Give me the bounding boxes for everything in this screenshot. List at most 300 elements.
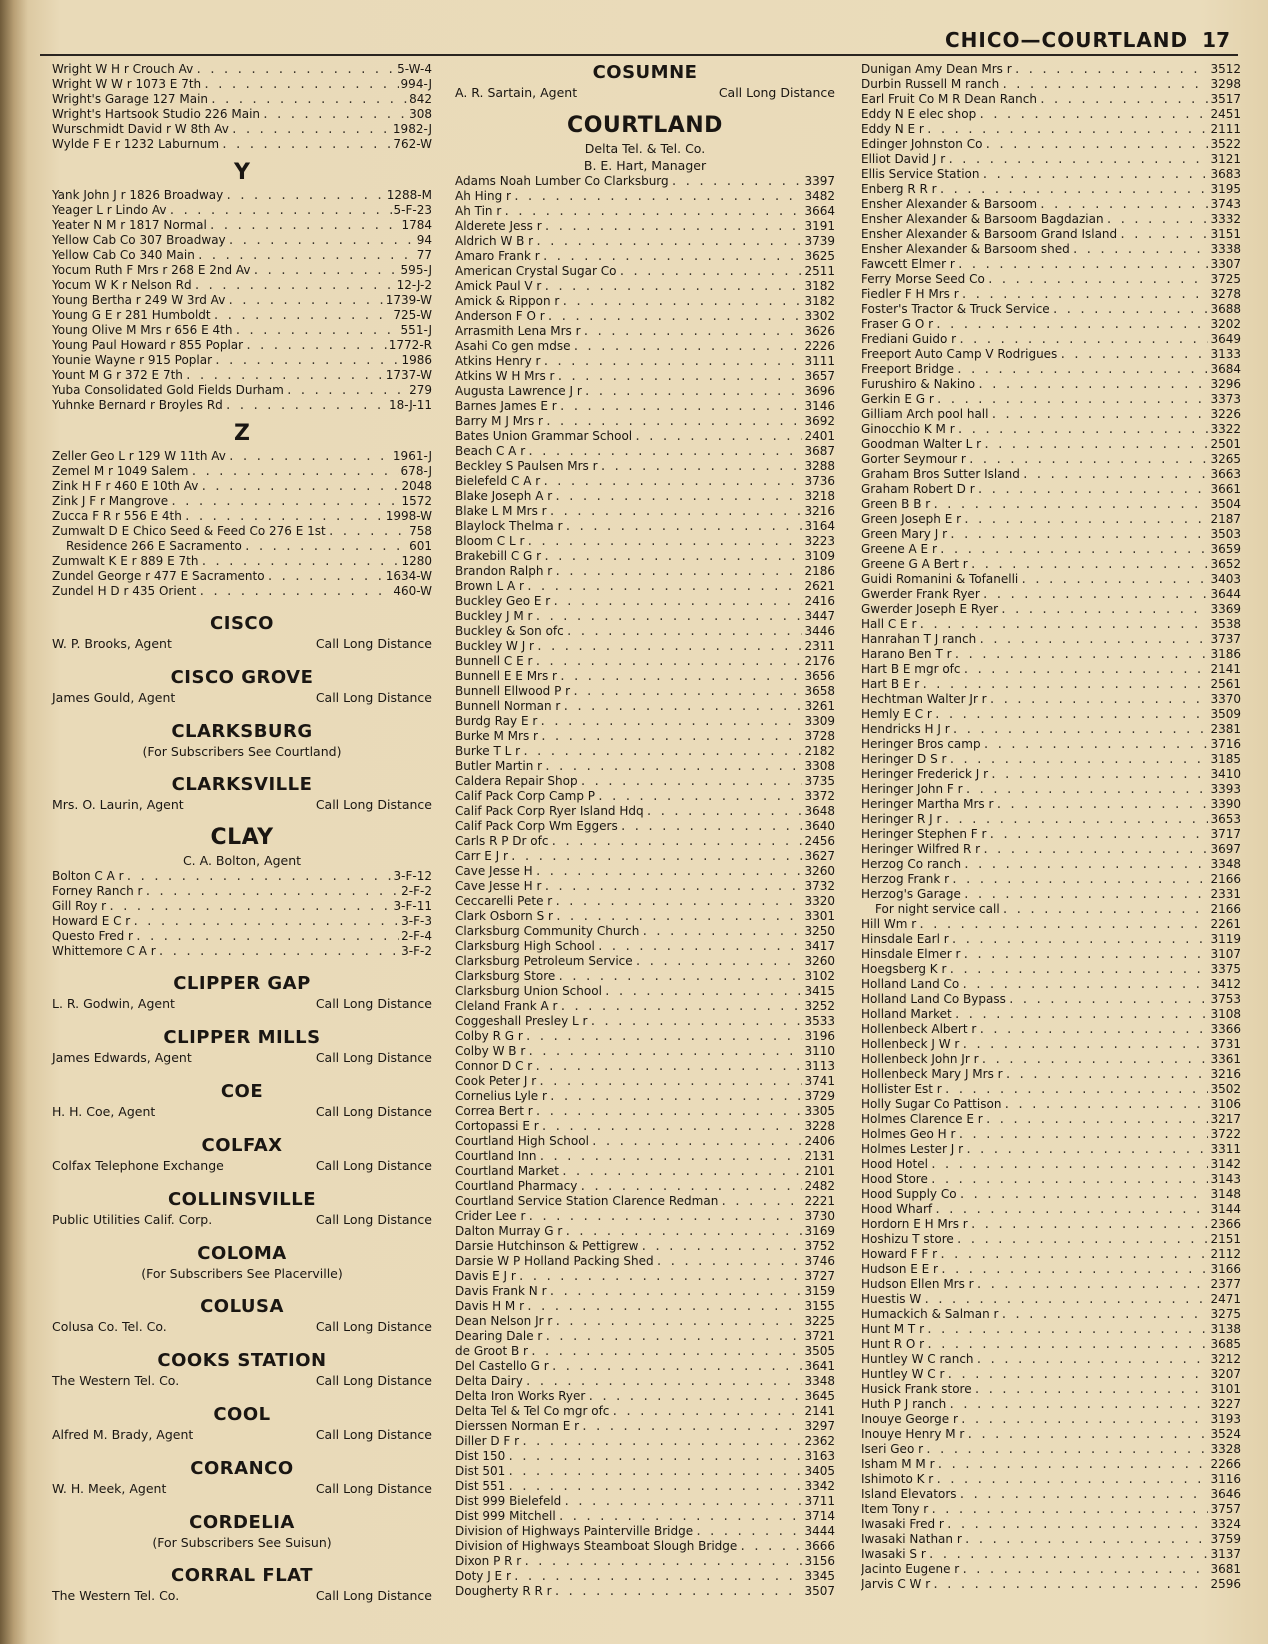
listing-name: Cook Peter J r bbox=[455, 1074, 537, 1088]
listing-phone: 1739-W bbox=[385, 293, 432, 307]
listing-phone: 3507 bbox=[804, 1584, 835, 1598]
listing-name: Brakebill C G r bbox=[455, 549, 542, 563]
listing-phone: 2226 bbox=[804, 339, 835, 353]
listing-name: Wylde F E r 1232 Laburnum bbox=[52, 137, 220, 151]
listing-phone: 2331 bbox=[1210, 887, 1241, 901]
listing-row bbox=[455, 414, 835, 429]
listing-row bbox=[455, 189, 835, 204]
leader-dots bbox=[587, 1389, 802, 1404]
listing-row bbox=[861, 317, 1241, 332]
leader-dots bbox=[559, 669, 802, 684]
leader-dots bbox=[1022, 467, 1209, 482]
listing-phone: 3338 bbox=[1210, 242, 1241, 256]
listing-row bbox=[861, 947, 1241, 962]
listing-name: Bielefeld C A r bbox=[455, 474, 541, 488]
listing-row bbox=[52, 77, 432, 92]
listing-name: Amick Paul V r bbox=[455, 279, 542, 293]
listing-name: Husick Frank store bbox=[861, 1382, 972, 1396]
town-name: CLIPPER MILLS bbox=[163, 1027, 321, 1048]
listing-name: Hollenbeck Albert r bbox=[861, 1022, 977, 1036]
listing-row bbox=[455, 684, 835, 699]
listing-name: Hoshizu T store bbox=[861, 1232, 954, 1246]
listing-name: Asahi Co gen mdse bbox=[455, 339, 571, 353]
listing-phone: 3721 bbox=[804, 1329, 835, 1343]
town-call-note: Call Long Distance bbox=[315, 1588, 432, 1603]
leader-dots bbox=[552, 594, 802, 609]
listing-name: Humackich & Salman r bbox=[861, 1307, 999, 1321]
listing-name: Eddy N E r bbox=[861, 122, 924, 136]
listing-row bbox=[455, 864, 835, 879]
town-call-note: Call Long Distance bbox=[315, 996, 432, 1011]
listing-row bbox=[455, 279, 835, 294]
leader-dots bbox=[985, 1112, 1209, 1127]
listing-phone: 2381 bbox=[1210, 722, 1241, 736]
listing-phone: 3649 bbox=[1210, 332, 1241, 346]
listing-row bbox=[861, 392, 1241, 407]
listing-name: Dunigan Amy Dean Mrs r bbox=[861, 62, 1012, 76]
listing-row bbox=[455, 1464, 835, 1479]
listing-phone: 3332 bbox=[1210, 212, 1241, 226]
listing-row bbox=[455, 1569, 835, 1584]
listing-name: Dist 551 bbox=[455, 1479, 506, 1493]
town-block bbox=[52, 613, 432, 653]
leader-dots bbox=[168, 203, 391, 218]
leader-dots bbox=[534, 654, 802, 669]
town-call-note: Call Long Distance bbox=[315, 1212, 432, 1227]
leader-dots bbox=[521, 1434, 802, 1449]
listing-name: Courtland Pharmacy bbox=[455, 1179, 578, 1193]
listing-phone: 3348 bbox=[804, 1374, 835, 1388]
listing-phone: 3658 bbox=[804, 684, 835, 698]
listing-row bbox=[455, 1194, 835, 1209]
page-number: 17 bbox=[1202, 28, 1230, 52]
town-agent: A. R. Sartain, Agent bbox=[455, 85, 578, 100]
leader-dots bbox=[527, 1044, 802, 1059]
listing-row bbox=[861, 497, 1241, 512]
listing-phone: 3512 bbox=[1210, 62, 1241, 76]
listing-name: Calif Pack Corp Camp P bbox=[455, 789, 596, 803]
listing-row bbox=[861, 827, 1241, 842]
listing-name: Ensher Alexander & Barsoom Grand Island bbox=[861, 227, 1118, 241]
listing-name: For night service call bbox=[875, 902, 1000, 916]
listing-row bbox=[455, 1584, 835, 1599]
listing-name: Huntley W C r bbox=[861, 1367, 945, 1381]
listing-phone: 842 bbox=[409, 92, 432, 106]
leader-dots bbox=[203, 77, 398, 92]
town-block bbox=[52, 1189, 432, 1229]
listing-phone: 3111 bbox=[804, 354, 835, 368]
listing-row bbox=[455, 1359, 835, 1374]
leader-dots bbox=[244, 539, 407, 554]
leader-dots bbox=[542, 474, 802, 489]
listing-name: Dist 999 Bielefeld bbox=[455, 1494, 562, 1508]
listing-phone: 2-F-2 bbox=[401, 884, 432, 898]
listing-row bbox=[455, 1254, 835, 1269]
listing-row bbox=[455, 519, 835, 534]
listing-phone: 3169 bbox=[804, 1224, 835, 1238]
town-agent-line bbox=[52, 796, 432, 814]
listing-row bbox=[861, 1172, 1241, 1187]
listing-name: Beach C A r bbox=[455, 444, 526, 458]
listing-name: Bates Union Grammar School bbox=[455, 429, 633, 443]
listing-name: Zemel M r 1049 Salem bbox=[52, 464, 189, 478]
listing-phone: 3151 bbox=[1210, 227, 1241, 241]
leader-dots bbox=[581, 1419, 802, 1434]
listing-phone: 2141 bbox=[804, 1404, 835, 1418]
section-letter-z: Z bbox=[234, 421, 250, 446]
listing-phone: 3640 bbox=[804, 819, 835, 833]
listing-phone: 3156 bbox=[804, 1554, 835, 1568]
leader-dots bbox=[525, 1029, 803, 1044]
listing-name: Wright's Hartsook Studio 226 Main bbox=[52, 107, 261, 121]
listing-phone: 3648 bbox=[804, 804, 835, 818]
listing-phone: 3714 bbox=[804, 1509, 835, 1523]
listing-row bbox=[455, 744, 835, 759]
leader-dots bbox=[1052, 302, 1209, 317]
listing-phone: 1998-W bbox=[385, 509, 432, 523]
listing-phone: 3133 bbox=[1210, 347, 1241, 361]
town-agent: W. H. Meek, Agent bbox=[52, 1481, 167, 1496]
listing-row bbox=[455, 1404, 835, 1419]
listing-row bbox=[455, 1389, 835, 1404]
listing-row bbox=[861, 902, 1241, 917]
listing-name: Clarksburg Petroleum Service bbox=[455, 954, 633, 968]
listing-phone: 3216 bbox=[1210, 1067, 1241, 1081]
listing-name: Cave Jesse H bbox=[455, 864, 533, 878]
listing-group-w bbox=[52, 62, 432, 152]
listing-phone: 3-F-11 bbox=[393, 899, 432, 913]
leader-dots bbox=[525, 1374, 803, 1389]
listing-phone: 3212 bbox=[1210, 1352, 1241, 1366]
listing-name: Gorter Seymour r bbox=[861, 452, 966, 466]
listing-phone: 2511 bbox=[804, 264, 835, 278]
town-name: COOL bbox=[213, 1404, 271, 1425]
listing-name: Hudson E E r bbox=[861, 1262, 938, 1276]
listing-name: Hunt M T r bbox=[861, 1322, 924, 1336]
listing-name: Greene G A Bert r bbox=[861, 557, 968, 571]
leader-dots bbox=[231, 122, 391, 137]
town-name: CLARKSVILLE bbox=[171, 774, 313, 795]
leader-dots bbox=[656, 1254, 803, 1269]
listing-row bbox=[52, 869, 432, 884]
listing-phone: 3505 bbox=[804, 1344, 835, 1358]
leader-dots bbox=[1072, 242, 1209, 257]
listing-phone: 3328 bbox=[1210, 1442, 1241, 1456]
listing-name: Herzog Frank r bbox=[861, 872, 950, 886]
leader-dots bbox=[286, 383, 407, 398]
listing-name: Correa Bert r bbox=[455, 1104, 533, 1118]
listing-row bbox=[455, 174, 835, 189]
town-call-note: Call Long Distance bbox=[315, 1050, 432, 1065]
listing-row bbox=[455, 1089, 835, 1104]
listing-phone: 3644 bbox=[1210, 587, 1241, 601]
listing-name: Hoegsberg K r bbox=[861, 962, 947, 976]
leader-dots bbox=[554, 1584, 803, 1599]
listing-phone: 3741 bbox=[804, 1074, 835, 1088]
listing-phone: 3322 bbox=[1210, 422, 1241, 436]
listing-phone: 3191 bbox=[804, 219, 835, 233]
listing-name: Eddy N E elec shop bbox=[861, 107, 977, 121]
listing-row bbox=[861, 1442, 1241, 1457]
listing-group-y bbox=[52, 188, 432, 413]
listing-row bbox=[455, 714, 835, 729]
leader-dots bbox=[210, 92, 407, 107]
leader-dots bbox=[547, 309, 803, 324]
listing-phone: 3146 bbox=[804, 399, 835, 413]
listing-name: de Groot B r bbox=[455, 1344, 528, 1358]
listing-phone: 551-J bbox=[400, 323, 432, 337]
leader-dots bbox=[944, 1082, 1209, 1097]
listing-name: Hall C E r bbox=[861, 617, 917, 631]
leader-dots bbox=[549, 504, 803, 519]
listing-row bbox=[52, 323, 432, 338]
listing-name: Huntley W C ranch bbox=[861, 1352, 974, 1366]
listing-phone: 2621 bbox=[804, 579, 835, 593]
listing-row bbox=[455, 1044, 835, 1059]
listing-phone: 3348 bbox=[1210, 857, 1241, 871]
listing-name: Holland Land Co bbox=[861, 977, 960, 991]
listing-row bbox=[52, 479, 432, 494]
listing-row bbox=[52, 248, 432, 263]
listing-phone: 3166 bbox=[1210, 1262, 1241, 1276]
listing-phone: 3681 bbox=[1210, 1562, 1241, 1576]
listing-phone: 2101 bbox=[804, 1164, 835, 1178]
listing-phone: 2416 bbox=[804, 594, 835, 608]
listing-phone: 94 bbox=[416, 233, 432, 247]
leader-dots bbox=[949, 527, 1208, 542]
listing-row bbox=[861, 452, 1241, 467]
leader-dots bbox=[961, 287, 1209, 302]
listing-row bbox=[455, 819, 835, 834]
listing-row bbox=[861, 1157, 1241, 1172]
listing-phone: 3735 bbox=[804, 774, 835, 788]
leader-dots bbox=[620, 819, 803, 834]
listing-row bbox=[861, 1037, 1241, 1052]
leader-dots bbox=[635, 954, 803, 969]
listing-row bbox=[455, 1224, 835, 1239]
listing-phone: 3403 bbox=[1210, 572, 1241, 586]
leader-dots bbox=[600, 459, 803, 474]
listing-row bbox=[455, 654, 835, 669]
listing-name: Yeater N M r 1817 Normal bbox=[52, 218, 207, 232]
listing-row bbox=[455, 879, 835, 894]
listing-name: Dearing Dale r bbox=[455, 1329, 543, 1343]
leader-dots bbox=[976, 1277, 1209, 1292]
listing-name: Dean Nelson Jr r bbox=[455, 1314, 553, 1328]
page-header bbox=[40, 28, 1238, 56]
listing-name: Buckley J M r bbox=[455, 609, 533, 623]
listing-phone: 3444 bbox=[804, 1524, 835, 1538]
listing-name: Clark Osborn S r bbox=[455, 909, 553, 923]
listing-row bbox=[52, 122, 432, 137]
listing-phone: 2-F-4 bbox=[401, 929, 432, 943]
listing-name: Ceccarelli Pete r bbox=[455, 894, 553, 908]
listing-row bbox=[52, 383, 432, 398]
town-name: CORANCO bbox=[190, 1458, 294, 1479]
listing-name: Holmes Clarence E r bbox=[861, 1112, 983, 1126]
leader-dots bbox=[943, 812, 1208, 827]
leader-dots bbox=[200, 479, 399, 494]
listing-name: Zeller Geo L r 129 W 11th Av bbox=[52, 449, 226, 463]
town-call-note: Call Long Distance bbox=[315, 1427, 432, 1442]
listing-phone: 2048 bbox=[401, 479, 432, 493]
leader-dots bbox=[618, 264, 802, 279]
listing-row bbox=[861, 152, 1241, 167]
listing-phone: 3-F-12 bbox=[393, 869, 432, 883]
listing-row bbox=[861, 992, 1241, 1007]
listing-row bbox=[455, 369, 835, 384]
town-name: COURTLAND bbox=[567, 113, 723, 138]
listing-row bbox=[455, 909, 835, 924]
listing-row bbox=[861, 1457, 1241, 1472]
listing-name: Guidi Romanini & Tofanelli bbox=[861, 572, 1019, 586]
listing-row bbox=[455, 1299, 835, 1314]
leader-dots bbox=[988, 827, 1208, 842]
listing-name: Courtland Market bbox=[455, 1164, 559, 1178]
leader-dots bbox=[918, 617, 1208, 632]
listing-phone: 3250 bbox=[804, 924, 835, 938]
listing-phone: 3664 bbox=[804, 204, 835, 218]
listing-phone: 3447 bbox=[804, 609, 835, 623]
listing-name: Blake Joseph A r bbox=[455, 489, 553, 503]
listing-row bbox=[455, 399, 835, 414]
listing-row bbox=[861, 1187, 1241, 1202]
listing-row bbox=[861, 977, 1241, 992]
leader-dots bbox=[640, 1239, 802, 1254]
listing-row bbox=[455, 459, 835, 474]
listing-row bbox=[455, 594, 835, 609]
leader-dots bbox=[1039, 92, 1209, 107]
leader-dots bbox=[966, 1427, 1208, 1442]
listing-row bbox=[861, 62, 1241, 77]
listing-row bbox=[861, 407, 1241, 422]
listing-phone: 1280 bbox=[401, 554, 432, 568]
listing-phone: 3148 bbox=[1210, 1187, 1241, 1201]
listing-name: Bunnell E E Mrs r bbox=[455, 669, 557, 683]
town-agent-line bbox=[52, 1426, 432, 1444]
leader-dots bbox=[527, 444, 802, 459]
listing-phone: 3361 bbox=[1210, 1052, 1241, 1066]
listing-phone: 3223 bbox=[804, 534, 835, 548]
town-agent: Colusa Co. Tel. Co. bbox=[52, 1319, 167, 1334]
listing-row bbox=[455, 729, 835, 744]
listing-row bbox=[861, 212, 1241, 227]
town-call-note: Call Long Distance bbox=[315, 690, 432, 705]
leader-dots bbox=[934, 707, 1209, 722]
listing-row bbox=[455, 984, 835, 999]
listing-row bbox=[861, 1397, 1241, 1412]
listing-row bbox=[455, 1104, 835, 1119]
listing-phone: 3757 bbox=[1210, 1502, 1241, 1516]
town-agent-line bbox=[455, 84, 835, 102]
listing-row bbox=[52, 464, 432, 479]
town-name: COLFAX bbox=[201, 1135, 283, 1156]
listing-phone: 3656 bbox=[804, 669, 835, 683]
listing-row bbox=[455, 294, 835, 309]
listing-phone: 762-W bbox=[393, 137, 432, 151]
leader-dots bbox=[926, 122, 1209, 137]
listing-row bbox=[861, 692, 1241, 707]
listing-phone: 3522 bbox=[1210, 137, 1241, 151]
leader-dots bbox=[1039, 197, 1208, 212]
leader-dots bbox=[507, 1449, 802, 1464]
listing-phone: 3113 bbox=[804, 1059, 835, 1073]
listing-row bbox=[455, 1314, 835, 1329]
listing-row bbox=[861, 347, 1241, 362]
listing-name: Hendricks H J r bbox=[861, 722, 950, 736]
town-name: COLOMA bbox=[197, 1243, 287, 1264]
listing-row bbox=[861, 542, 1241, 557]
town-block bbox=[52, 1296, 432, 1336]
leader-dots bbox=[990, 407, 1208, 422]
listing-phone: 3661 bbox=[1210, 482, 1241, 496]
listing-row bbox=[52, 338, 432, 353]
leader-dots bbox=[507, 1464, 802, 1479]
leader-dots bbox=[554, 1314, 802, 1329]
listing-name: Doty J E r bbox=[455, 1569, 511, 1583]
leader-dots bbox=[328, 524, 407, 539]
listing-phone: 3324 bbox=[1210, 1517, 1241, 1531]
listing-row bbox=[455, 894, 835, 909]
leader-dots bbox=[543, 549, 802, 564]
leader-dots bbox=[939, 542, 1209, 557]
listing-row bbox=[861, 857, 1241, 872]
listing-row bbox=[455, 1479, 835, 1494]
listing-name: Yellow Cab Co 307 Broadway bbox=[52, 233, 226, 247]
town-agent: Public Utilities Calif. Corp. bbox=[52, 1212, 213, 1227]
listing-name: Hemly E C r bbox=[861, 707, 932, 721]
leader-dots bbox=[611, 1404, 802, 1419]
listing-row bbox=[861, 1022, 1241, 1037]
listing-phone: 2182 bbox=[804, 744, 835, 758]
listing-row bbox=[861, 707, 1241, 722]
listing-phone: 3641 bbox=[804, 1359, 835, 1373]
leader-dots bbox=[928, 1547, 1209, 1562]
leader-dots bbox=[523, 1554, 802, 1569]
listing-name: Frediani Guido r bbox=[861, 332, 957, 346]
listing-row bbox=[861, 92, 1241, 107]
listing-row bbox=[455, 849, 835, 864]
listing-name: Furushiro & Nakino bbox=[861, 377, 976, 391]
listing-row bbox=[52, 884, 432, 899]
leader-dots bbox=[936, 392, 1209, 407]
listing-row bbox=[52, 398, 432, 413]
listing-name: Hechtman Walter Jr r bbox=[861, 692, 987, 706]
listing-phone: 2482 bbox=[804, 1179, 835, 1193]
listing-row bbox=[861, 1292, 1241, 1307]
leader-dots bbox=[538, 1074, 802, 1089]
listing-row bbox=[455, 474, 835, 489]
listing-phone: 3727 bbox=[804, 1269, 835, 1283]
leader-dots bbox=[551, 1359, 803, 1374]
listing-phone: 2166 bbox=[1210, 872, 1241, 886]
leader-dots bbox=[965, 1142, 1208, 1157]
leader-dots bbox=[963, 887, 1209, 902]
listing-phone: 3307 bbox=[1210, 257, 1241, 271]
town-group-2 bbox=[52, 973, 432, 1605]
leader-dots bbox=[963, 662, 1209, 677]
leader-dots bbox=[198, 584, 391, 599]
listing-name: Ensher Alexander & Barsoom shed bbox=[861, 242, 1070, 256]
leader-dots bbox=[983, 437, 1208, 452]
listing-name: Butler Martin r bbox=[455, 759, 543, 773]
town-name: CISCO GROVE bbox=[170, 667, 314, 688]
listing-phone: 308 bbox=[409, 107, 432, 121]
listing-row bbox=[52, 263, 432, 278]
listing-row bbox=[455, 1449, 835, 1464]
listing-name: Bunnell Ellwood P r bbox=[455, 684, 571, 698]
listing-row bbox=[861, 107, 1241, 122]
